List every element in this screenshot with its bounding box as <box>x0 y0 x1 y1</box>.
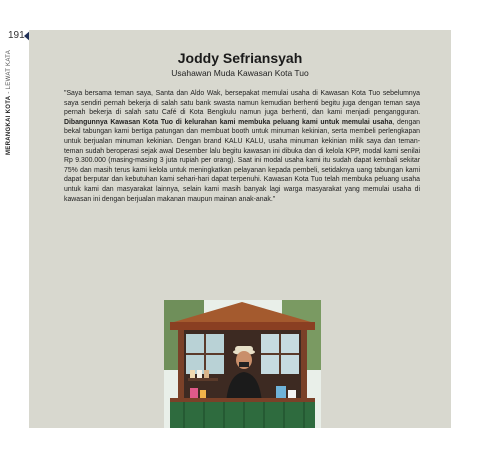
quote-text-2: , dengan bekal tabungan kami bertiga patungan dan membuat booth untuk minuman kekinian, serta membeli perlengkapan untuk berjualan minuman kekinian. Dengan brand KALU KALU, usaha minuman kekinian milik saya dan teman-teman sudah beroperasi sejak awal Desember lalu begitu kawasan ini dibuka dan di kelola KPP, modal kami senilai Rp 9.300.000 (masing-masing 3 juta rupiah per orang). Saat ini modal usaha kami itu sudah dapat kembali sekitar 75% dan masih terus kami kelola untuk meningkatkan pelayanan kepada pembeli, setidaknya uang tabungan kami dapat berputar dan kebutuhan kami sehari-hari dapat terpenuhi. Kawasan Kota Tuo telah membuka peluang usaha untuk kami dan masyarakat lainnya, selain kami masih banyak lagi warga masyarakat yang memulai usaha di kawasan ini dengan berjualan makanan maupun mainan anak-anak." <box>64 118 420 203</box>
booth-photo-illustration <box>164 300 321 428</box>
quote-text-1: "Saya bersama teman saya, Santa dan Aldo Wak, bersepakat memulai usaha di Kawasan Kota Tuo sebelumnya saya sendiri pernah bekerja di salah satu bank swasta namun kemudian berhenti begitu juga dengan teman saya pernah bekerja di salah satu Café di Kota Bengkulu namun juga berhenti, dan kami menjadi pengangguran. <box>64 90 420 117</box>
page-number: 191 <box>8 30 25 41</box>
running-header-rest: - LEWAT KATA <box>6 50 12 96</box>
booth-photo <box>164 300 321 428</box>
running-header-bold: MERANGKAI KOTA <box>6 95 12 155</box>
profile-name: Joddy Sefriansyah <box>177 50 303 66</box>
profile-role: Usahawan Muda Kawasan Kota Tuo <box>171 68 309 78</box>
testimonial-quote <box>64 89 420 204</box>
running-header <box>6 50 12 155</box>
profile-panel <box>29 30 451 428</box>
quote-emphasis: Dibangunnya Kawasan Kota Tuo di kelurahan kami membuka peluang kami untuk memulai usaha <box>64 118 393 126</box>
